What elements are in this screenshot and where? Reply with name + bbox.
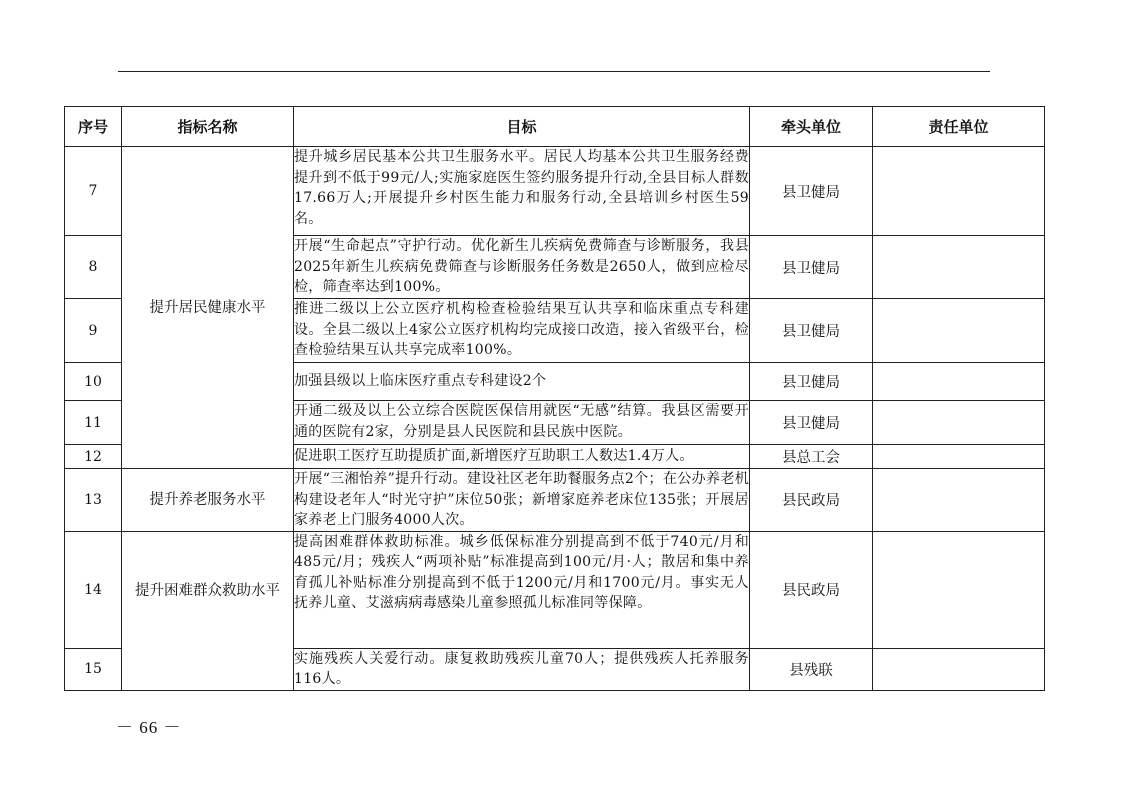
row-seq: 7 bbox=[65, 147, 122, 236]
table-row bbox=[65, 147, 1045, 236]
indicator-group-health: 提升居民健康水平 bbox=[122, 147, 294, 469]
row-lead-unit: 县总工会 bbox=[750, 445, 873, 469]
header-resp-unit: 责任单位 bbox=[873, 107, 1045, 147]
row-lead-unit: 县民政局 bbox=[750, 531, 873, 648]
row-lead-unit: 县卫健局 bbox=[750, 401, 873, 445]
row-resp-unit bbox=[873, 469, 1045, 532]
row-seq: 10 bbox=[65, 363, 122, 401]
row-lead-unit: 县民政局 bbox=[750, 469, 873, 532]
row-lead-unit: 县卫健局 bbox=[750, 147, 873, 236]
indicator-table bbox=[64, 106, 1045, 691]
row-seq: 13 bbox=[65, 469, 122, 532]
row-resp-unit bbox=[873, 299, 1045, 363]
row-seq: 8 bbox=[65, 236, 122, 299]
row-resp-unit bbox=[873, 147, 1045, 236]
row-goal: 提高困难群体救助标准。城乡低保标准分别提高到不低于740元/月和485元/月；残疾人“两项补贴”标准提高到100元/月·人；散居和集中养育孤儿补贴标准分别提高到不低于1200元/月和1700元/月。事实无人抚养儿童、艾滋病病毒感染儿童参照孤儿标准同等保障。 bbox=[294, 531, 750, 648]
row-seq: 11 bbox=[65, 401, 122, 445]
page-number: － 66 － bbox=[116, 718, 182, 737]
row-goal: 实施残疾人关爱行动。康复救助残疾儿童70人；提供残疾人托养服务116人。 bbox=[294, 648, 750, 690]
row-resp-unit bbox=[873, 445, 1045, 469]
row-goal: 推进二级以上公立医疗机构检查检验结果互认共享和临床重点专科建设。全县二级以上4家公立医疗机构均完成接口改造，接入省级平台，检查检验结果互认共享完成率100%。 bbox=[294, 299, 750, 363]
header-indicator: 指标名称 bbox=[122, 107, 294, 147]
row-resp-unit bbox=[873, 648, 1045, 690]
row-lead-unit: 县卫健局 bbox=[750, 299, 873, 363]
table-header-row bbox=[65, 107, 1045, 147]
header-seq: 序号 bbox=[65, 107, 122, 147]
header-lead-unit: 牵头单位 bbox=[750, 107, 873, 147]
row-goal: 促进职工医疗互助提质扩面,新增医疗互助职工人数达1.4万人。 bbox=[294, 445, 750, 469]
row-seq: 14 bbox=[65, 531, 122, 648]
row-resp-unit bbox=[873, 531, 1045, 648]
row-resp-unit bbox=[873, 236, 1045, 299]
row-seq: 15 bbox=[65, 648, 122, 690]
header-rule bbox=[118, 71, 990, 72]
row-goal: 提升城乡居民基本公共卫生服务水平。居民人均基本公共卫生服务经费提升到不低于99元/人;实施家庭医生签约服务提升行动,全县目标人群数17.66万人;开展提升乡村医生能力和服务行动,全县培训乡村医生59名。 bbox=[294, 147, 750, 236]
table-row bbox=[65, 469, 1045, 532]
row-resp-unit bbox=[873, 363, 1045, 401]
indicator-group-elderly: 提升养老服务水平 bbox=[122, 469, 294, 532]
row-goal: 开展“三湘怡养”提升行动。建设社区老年助餐服务点2个；在公办养老机构建设老年人“时光守护”床位50张；新增家庭养老床位135张；开展居家养老上门服务4000人次。 bbox=[294, 469, 750, 532]
indicator-group-aid: 提升困难群众救助水平 bbox=[122, 531, 294, 690]
row-goal: 开展“生命起点”守护行动。优化新生儿疾病免费筛查与诊断服务，我县2025年新生儿疾病免费筛查与诊断服务任务数是2650人，做到应检尽检，筛查率达到100%。 bbox=[294, 236, 750, 299]
table-row bbox=[65, 531, 1045, 648]
row-lead-unit: 县残联 bbox=[750, 648, 873, 690]
row-resp-unit bbox=[873, 401, 1045, 445]
row-goal: 开通二级及以上公立综合医院医保信用就医“无感”结算。我县区需要开通的医院有2家，分别是县人民医院和县民族中医院。 bbox=[294, 401, 750, 445]
row-lead-unit: 县卫健局 bbox=[750, 236, 873, 299]
row-goal: 加强县级以上临床医疗重点专科建设2个 bbox=[294, 363, 750, 401]
row-seq: 12 bbox=[65, 445, 122, 469]
header-goal: 目标 bbox=[294, 107, 750, 147]
row-lead-unit: 县卫健局 bbox=[750, 363, 873, 401]
row-seq: 9 bbox=[65, 299, 122, 363]
